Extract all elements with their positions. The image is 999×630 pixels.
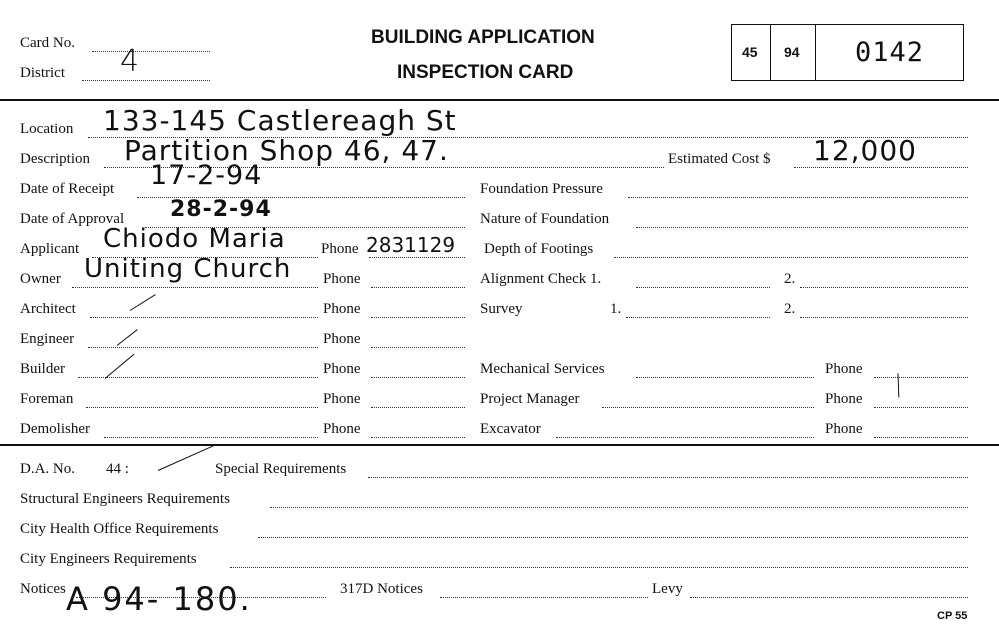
levy-field[interactable]: [690, 597, 968, 598]
alignment-check-2-label: 2.: [784, 271, 796, 287]
card-number: 0142: [855, 37, 925, 68]
survey-2-field[interactable]: [800, 317, 968, 318]
survey-1-label: 1.: [610, 301, 622, 317]
architect-field[interactable]: [90, 317, 318, 318]
survey-1-field[interactable]: [626, 317, 770, 318]
location-label: Location: [20, 121, 74, 137]
mechanical-services-phone-field[interactable]: [874, 377, 968, 378]
estimated-cost-value: 12,000: [813, 134, 917, 167]
alignment-check-2-field[interactable]: [800, 287, 968, 288]
owner-phone-field[interactable]: [371, 287, 465, 288]
city-engineers-field[interactable]: [230, 567, 968, 568]
demolisher-phone-field[interactable]: [371, 437, 465, 438]
header-divider: [0, 99, 999, 101]
foundation-pressure-field[interactable]: [628, 197, 968, 198]
box-divider-2: [815, 24, 816, 80]
district-label: District: [20, 65, 65, 81]
architect-label: Architect: [20, 301, 76, 317]
foreman-phone-label: Phone: [323, 391, 361, 407]
notices-label: Notices: [20, 581, 66, 597]
alignment-check-label: Alignment Check 1.: [480, 271, 602, 287]
card-no-field[interactable]: [92, 51, 210, 52]
builder-phone-field[interactable]: [371, 377, 465, 378]
box-number-45: 45: [742, 44, 758, 60]
city-engineers-label: City Engineers Requirements: [20, 551, 197, 567]
structural-engineers-label: Structural Engineers Requirements: [20, 491, 230, 507]
demolisher-label: Demolisher: [20, 421, 90, 437]
box-number-94: 94: [784, 44, 800, 60]
engineer-phone-label: Phone: [323, 331, 361, 347]
project-manager-field[interactable]: [602, 407, 814, 408]
mechanical-services-field[interactable]: [636, 377, 814, 378]
foreman-phone-field[interactable]: [371, 407, 465, 408]
location-value: 133-145 Castlereagh St: [103, 104, 457, 137]
engineer-phone-field[interactable]: [371, 347, 465, 348]
city-health-label: City Health Office Requirements: [20, 521, 219, 537]
owner-field[interactable]: [72, 287, 318, 288]
depth-of-footings-label: Depth of Footings: [484, 241, 594, 257]
notices-value: A 94- 180.: [66, 580, 252, 618]
builder-phone-label: Phone: [323, 361, 361, 377]
da-no-slash-mark: [158, 444, 217, 471]
engineer-label: Engineer: [20, 331, 75, 347]
city-health-field[interactable]: [258, 537, 968, 538]
mechanical-services-label: Mechanical Services: [480, 361, 605, 377]
owner-value: Uniting Church: [84, 254, 292, 284]
da-no-label: D.A. No.: [20, 461, 75, 477]
estimated-cost-field[interactable]: [794, 167, 968, 168]
excavator-phone-label: Phone: [825, 421, 863, 437]
date-of-approval-value: 28-2-94: [170, 197, 272, 222]
district-value: 4: [120, 44, 141, 79]
builder-dash-mark: [105, 354, 135, 379]
section-divider: [0, 444, 999, 446]
architect-phone-label: Phone: [323, 301, 361, 317]
notices-317d-field[interactable]: [440, 597, 648, 598]
architect-phone-field[interactable]: [371, 317, 465, 318]
engineer-field[interactable]: [88, 347, 318, 348]
owner-label: Owner: [20, 271, 61, 287]
title-line-1: BUILDING APPLICATION: [371, 27, 595, 48]
excavator-label: Excavator: [480, 421, 541, 437]
date-of-receipt-value: 17-2-94: [150, 160, 263, 191]
survey-label: Survey: [480, 301, 523, 317]
engineer-dash-mark: [117, 329, 138, 346]
nature-of-foundation-label: Nature of Foundation: [480, 211, 610, 227]
description-label: Description: [20, 151, 90, 167]
owner-phone-label: Phone: [323, 271, 361, 287]
applicant-phone-field[interactable]: [369, 257, 465, 258]
applicant-label: Applicant: [20, 241, 80, 257]
applicant-value: Chiodo Maria: [103, 224, 286, 254]
special-requirements-label: Special Requirements: [215, 461, 347, 477]
special-requirements-field[interactable]: [368, 477, 968, 478]
mechanical-services-phone-label: Phone: [825, 361, 863, 377]
builder-field[interactable]: [78, 377, 318, 378]
demolisher-phone-label: Phone: [323, 421, 361, 437]
structural-engineers-field[interactable]: [270, 507, 968, 508]
card-no-label: Card No.: [20, 35, 75, 51]
survey-2-label: 2.: [784, 301, 796, 317]
form-code: CP 55: [937, 610, 968, 622]
nature-of-foundation-field[interactable]: [636, 227, 968, 228]
demolisher-field[interactable]: [104, 437, 318, 438]
district-field[interactable]: [82, 80, 210, 81]
excavator-field[interactable]: [556, 437, 814, 438]
excavator-phone-field[interactable]: [874, 437, 968, 438]
notices-317d-label: 317D Notices: [340, 581, 423, 597]
date-of-approval-label: Date of Approval: [20, 211, 125, 227]
da-no-value: 44 :: [106, 461, 129, 477]
title-line-2: INSPECTION CARD: [397, 62, 574, 83]
project-manager-phone-field[interactable]: [874, 407, 968, 408]
builder-label: Builder: [20, 361, 65, 377]
alignment-check-1-field[interactable]: [636, 287, 770, 288]
depth-of-footings-field[interactable]: [614, 257, 968, 258]
foreman-field[interactable]: [86, 407, 318, 408]
foreman-label: Foreman: [20, 391, 74, 407]
project-manager-label: Project Manager: [480, 391, 580, 407]
date-of-receipt-label: Date of Receipt: [20, 181, 115, 197]
foundation-pressure-label: Foundation Pressure: [480, 181, 603, 197]
applicant-phone-value: 2831129: [366, 233, 456, 257]
levy-label: Levy: [652, 581, 683, 597]
architect-dash-mark: [130, 294, 156, 311]
estimated-cost-label: Estimated Cost $: [668, 151, 771, 167]
applicant-phone-label: Phone: [321, 241, 359, 257]
card-number-box: [731, 24, 964, 81]
project-manager-phone-label: Phone: [825, 391, 863, 407]
box-divider-1: [770, 24, 771, 80]
description-value: Partition Shop 46, 47.: [124, 134, 449, 167]
